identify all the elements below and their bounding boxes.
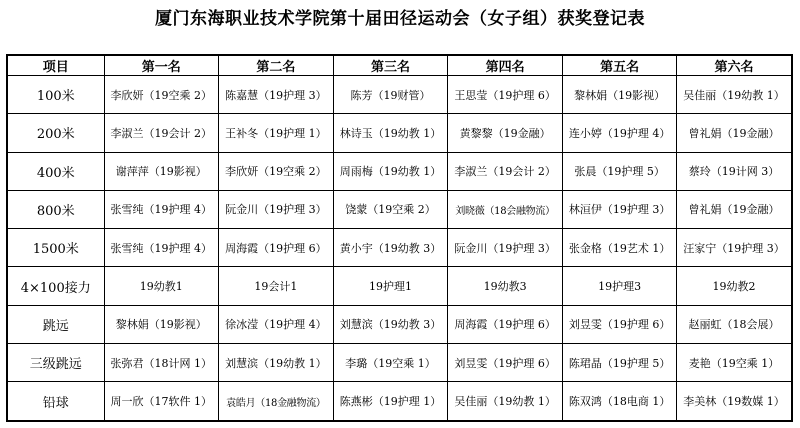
place-cell: 19护理1 <box>333 267 448 305</box>
place-cell: 张雪纯（19护理 4） <box>104 229 219 267</box>
place-cell: 黎林娟（19影视） <box>104 305 219 343</box>
place-cell: 刘慧滨（19幼教 3） <box>333 305 448 343</box>
place-cell: 陈燕彬（19护理 1） <box>333 382 448 421</box>
event-name: 三级跳远 <box>7 343 104 381</box>
place-cell: 李欣妍（19空乘 2） <box>104 76 219 114</box>
place-cell: 林诗玉（19幼教 1） <box>333 114 448 152</box>
table-row <box>7 76 792 114</box>
header-place-5: 第五名 <box>562 55 677 76</box>
event-name: 4×100接力 <box>7 267 104 305</box>
place-cell: 陈珺晶（19护理 5） <box>562 343 677 381</box>
place-cell: 周雨梅（19幼教 1） <box>333 152 448 190</box>
place-cell: 吴佳丽（19幼教 1） <box>448 382 563 421</box>
place-cell: 饶蒙（19空乘 2） <box>333 190 448 228</box>
header-row <box>7 55 792 76</box>
place-cell: 黎林娟（19影视） <box>562 76 677 114</box>
place-cell: 李璐（19空乘 1） <box>333 343 448 381</box>
place-cell: 黄小宇（19幼教 3） <box>333 229 448 267</box>
place-cell: 19护理3 <box>562 267 677 305</box>
place-cell: 陈双鸿（18电商 1） <box>562 382 677 421</box>
place-cell: 刘慧滨（19幼教 1） <box>219 343 334 381</box>
place-cell: 黄黎黎（19金融） <box>448 114 563 152</box>
event-name: 400米 <box>7 152 104 190</box>
table-row <box>7 267 792 305</box>
header-place-2: 第二名 <box>219 55 334 76</box>
place-cell: 周海霞（19护理 6） <box>219 229 334 267</box>
event-name: 跳远 <box>7 305 104 343</box>
place-cell: 刘晓薇（18会融物流） <box>448 190 563 228</box>
place-cell: 王补冬（19护理 1） <box>219 114 334 152</box>
header-place-6: 第六名 <box>677 55 792 76</box>
header-place-4: 第四名 <box>448 55 563 76</box>
place-cell: 曾礼娟（19金融） <box>677 114 792 152</box>
place-cell: 阮金川（19护理 3） <box>219 190 334 228</box>
award-table <box>6 54 793 422</box>
event-name: 铅球 <box>7 382 104 421</box>
table-row <box>7 305 792 343</box>
place-cell: 王思莹（19护理 6） <box>448 76 563 114</box>
place-cell: 张弥君（18计网 1） <box>104 343 219 381</box>
place-cell: 陈嘉慧（19护理 3） <box>219 76 334 114</box>
place-cell: 连小婷（19护理 4） <box>562 114 677 152</box>
event-name: 800米 <box>7 190 104 228</box>
place-cell: 李淑兰（19会计 2） <box>448 152 563 190</box>
place-cell: 周海霞（19护理 6） <box>448 305 563 343</box>
place-cell: 陈芳（19财管） <box>333 76 448 114</box>
place-cell: 赵丽虹（18会展） <box>677 305 792 343</box>
table-row <box>7 229 792 267</box>
place-cell: 麦艳（19空乘 1） <box>677 343 792 381</box>
place-cell: 李美林（19数媒 1） <box>677 382 792 421</box>
place-cell: 19幼教2 <box>677 267 792 305</box>
event-name: 1500米 <box>7 229 104 267</box>
table-row <box>7 114 792 152</box>
table-row <box>7 152 792 190</box>
place-cell: 李淑兰（19会计 2） <box>104 114 219 152</box>
place-cell: 徐冰滢（19护理 4） <box>219 305 334 343</box>
place-cell: 林洹伊（19护理 3） <box>562 190 677 228</box>
header-place-3: 第三名 <box>333 55 448 76</box>
place-cell: 谢萍萍（19影视） <box>104 152 219 190</box>
header-place-1: 第一名 <box>104 55 219 76</box>
place-cell: 袁皓月（18金融物流） <box>219 382 334 421</box>
place-cell: 阮金川（19护理 3） <box>448 229 563 267</box>
table-row <box>7 343 792 381</box>
event-name: 100米 <box>7 76 104 114</box>
place-cell: 吴佳丽（19幼教 1） <box>677 76 792 114</box>
place-cell: 刘昱雯（19护理 6） <box>562 305 677 343</box>
place-cell: 刘昱雯（19护理 6） <box>448 343 563 381</box>
page-title: 厦门东海职业技术学院第十届田径运动会（女子组）获奖登记表 <box>155 9 645 29</box>
place-cell: 张金格（19艺术 1） <box>562 229 677 267</box>
table-row <box>7 382 792 421</box>
place-cell: 张晨（19护理 5） <box>562 152 677 190</box>
place-cell: 李欣妍（19空乘 2） <box>219 152 334 190</box>
place-cell: 曾礼娟（19金融） <box>677 190 792 228</box>
event-name: 200米 <box>7 114 104 152</box>
table-row <box>7 190 792 228</box>
place-cell: 周一欣（17软件 1） <box>104 382 219 421</box>
place-cell: 蔡玲（19计网 3） <box>677 152 792 190</box>
place-cell: 19幼教1 <box>104 267 219 305</box>
place-cell: 张雪纯（19护理 4） <box>104 190 219 228</box>
place-cell: 汪家宁（19护理 3） <box>677 229 792 267</box>
header-event: 项目 <box>7 55 104 76</box>
place-cell: 19会计1 <box>219 267 334 305</box>
place-cell: 19幼教3 <box>448 267 563 305</box>
